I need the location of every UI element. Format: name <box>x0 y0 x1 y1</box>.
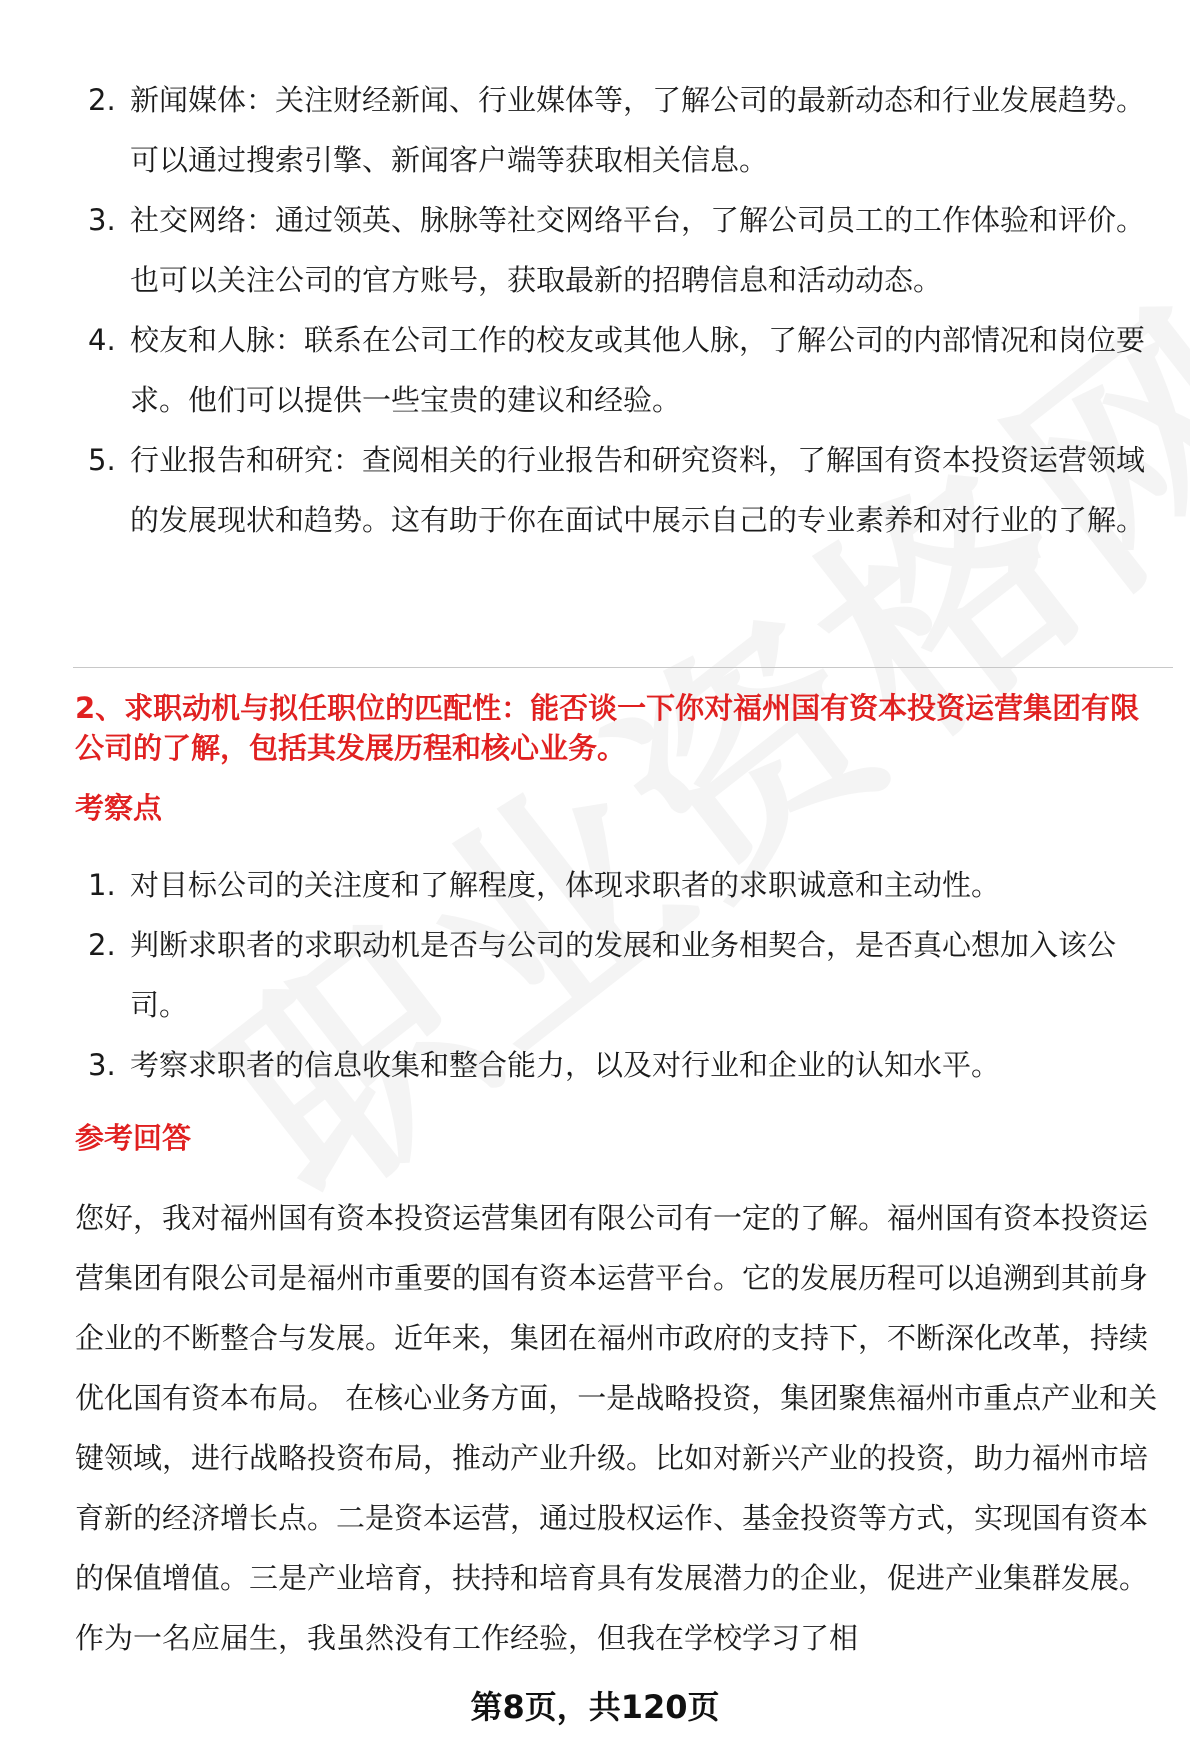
list-item <box>0 1035 1190 1095</box>
list-item-number: 1. <box>88 868 116 902</box>
list-item-number: 3. <box>88 1048 116 1082</box>
list-item <box>0 310 1190 430</box>
question-title: 2、求职动机与拟任职位的匹配性：能否谈一下你对福州国有资本投资运营集团有限公司的了解，包括其发展历程和核心业务。 <box>75 691 1140 765</box>
list-item-text: 判断求职者的求职动机是否与公司的发展和业务相契合，是否真心想加入该公司。 <box>130 928 1117 1022</box>
section-divider <box>73 667 1173 668</box>
reference-answer-heading: 参考回答 <box>75 1121 192 1155</box>
list-item-number: 2. <box>88 928 116 962</box>
list-item-text: 对目标公司的关注度和了解程度，体现求职者的求职诚意和主动性。 <box>130 868 1001 902</box>
list-item-number: 5. <box>88 443 116 477</box>
list-item-number: 2. <box>88 83 116 117</box>
exam-points-list <box>0 855 1190 1095</box>
list-item-number: 4. <box>88 323 116 357</box>
list-item-text: 校友和人脉：联系在公司工作的校友或其他人脉，了解公司的内部情况和岗位要求。他们可以提供一些宝贵的建议和经验。 <box>130 323 1146 417</box>
list-item-text: 行业报告和研究：查阅相关的行业报告和研究资料，了解国有资本投资运营领域的发展现状和趋势。这有助于你在面试中展示自己的专业素养和对行业的了解。 <box>130 443 1146 537</box>
list-item <box>0 70 1190 190</box>
exam-points-heading: 考察点 <box>75 791 163 825</box>
list-item <box>0 430 1190 550</box>
list-item <box>0 855 1190 915</box>
list-item-text: 考察求职者的信息收集和整合能力，以及对行业和企业的认知水平。 <box>130 1048 1001 1082</box>
reference-answer-text: 您好，我对福州国有资本投资运营集团有限公司有一定的了解。福州国有资本投资运营集团有限公司是福州市重要的国有资本运营平台。它的发展历程可以追溯到其前身企业的不断整合与发展。近年来，集团在福州市政府的支持下，不断深化改革，持续优化国有资本布局。 在核心业务方面，一是战略投资，集团聚焦福州市重点产业和关键领域，进行战略投资布局，推动产业升级。比如对新兴产业的投资，助力福州市培育新的经济增长点。二是资本运营，通过股权运作、基金投资等方式，实现国有资本的保值增值。三是产业培育，扶持和培育具有发展潜力的企业，促进产业集群发展。 作为一名应届生，我虽然没有工作经验，但我在学校学习了相 <box>75 1201 1158 1655</box>
source-list <box>0 70 1190 550</box>
list-item-text: 新闻媒体：关注财经新闻、行业媒体等，了解公司的最新动态和行业发展趋势。可以通过搜索引擎、新闻客户端等获取相关信息。 <box>130 83 1146 177</box>
list-item <box>0 915 1190 1035</box>
list-item-number: 3. <box>88 203 116 237</box>
list-item <box>0 190 1190 310</box>
list-item-text: 社交网络：通过领英、脉脉等社交网络平台，了解公司员工的工作体验和评价。也可以关注公司的官方账号，获取最新的招聘信息和活动动态。 <box>130 203 1146 297</box>
page-number: 第8页，共120页 <box>470 1688 720 1726</box>
